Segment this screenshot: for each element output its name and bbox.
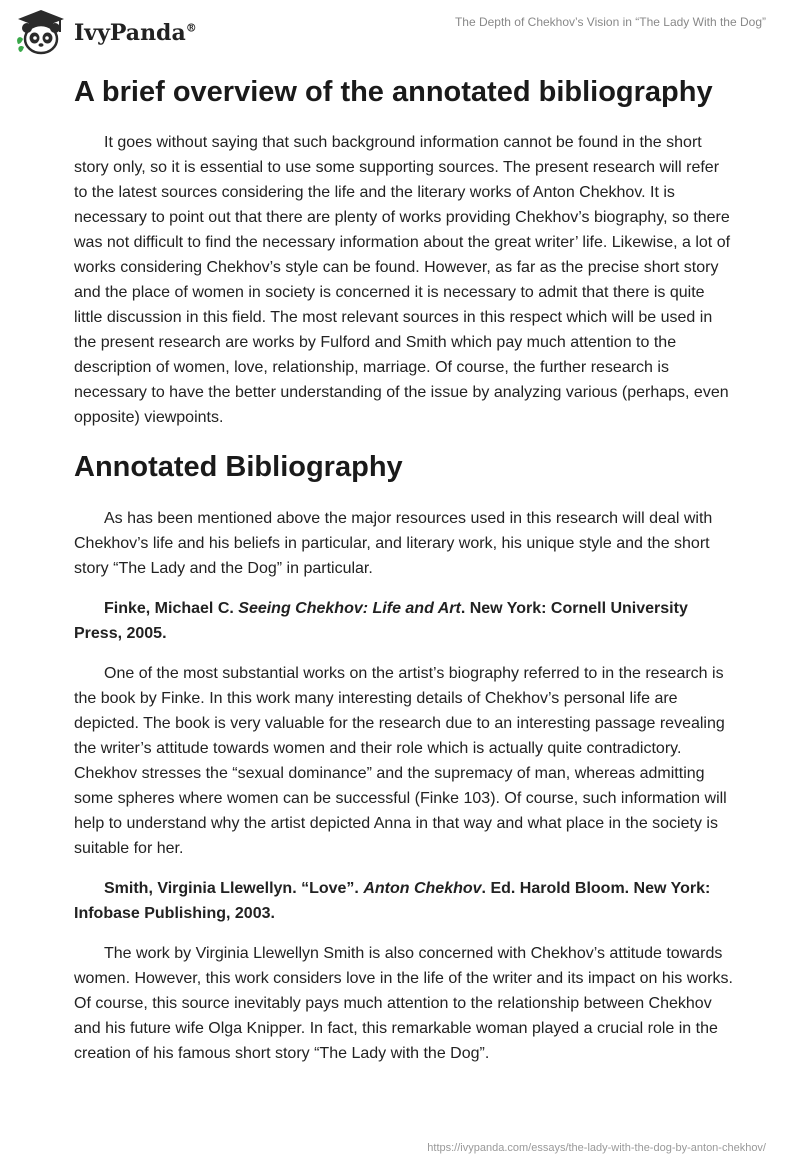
reference-title: Anton Chekhov — [363, 880, 482, 897]
bibliography-intro: As has been mentioned above the major resources used in this research will deal with Chekhov’s life and his beliefs in particular, and literary work, his unique style and the short story “The Lady and the Dog” in particular. — [74, 510, 713, 577]
essay-content — [74, 70, 734, 1081]
bibliography-heading: Annotated Bibliography — [74, 451, 403, 483]
reference-finke: Finke, Michael C. Seeing Chekhov: Life and Art. New York: Cornell University Press, 2005. — [74, 600, 688, 642]
ivypanda-logo[interactable] — [14, 8, 197, 56]
reference-smith: Smith, Virginia Llewellyn. “Love”. Anton Chekhov. Ed. Harold Bloom. New York: Infobase Publishing, 2003. — [74, 880, 711, 922]
annotation-smith: The work by Virginia Llewellyn Smith is also concerned with Chekhov’s attitude towards women. However, this work considers love in the life of the writer and its impact on his works. Of course, this source inevitably pays much attention to the relationship between Chekhov and his future wife Olga Knipper. In fact, this remarkable woman played a crucial role in the creation of his famous short story “The Lady with the Dog”. — [74, 945, 733, 1062]
overview-paragraph: It goes without saying that such background information cannot be found in the short story only, so it is essential to use some supporting sources. The present research will refer to the latest sources considering the life and the literary works of Anton Chekhov. It is necessary to point out that there are plenty of works providing Chekhov’s biography, so there was not difficult to find the necessary information about the great writer’ life. Likewise, a lot of works considering Chekhov’s style can be found. However, as far as the precise short story and the place of women in society is concerned it is necessary to admit that there is quite little discussion in this field. The most relevant sources in this respect which will be used in the present research are works by Fulford and Smith which pay much attention to the description of women, love, relationship, marriage. Of course, the further research is necessary to have the better understanding of the issue by analyzing various (perhaps, even opposite) viewpoints. — [74, 134, 731, 426]
page-header — [0, 0, 800, 62]
overview-heading: A brief overview of the annotated bibliography — [74, 76, 713, 108]
reference-title: Seeing Chekhov: Life and Art — [238, 600, 461, 617]
source-url[interactable]: https://ivypanda.com/essays/the-lady-with-the-dog-by-anton-chekhov/ — [427, 1142, 766, 1154]
brand-name: IvyPanda® — [74, 20, 197, 46]
panda-graduate-icon — [14, 8, 68, 56]
annotation-finke: One of the most substantial works on the artist’s biography referred to in the research is the book by Finke. In this work many interesting details of Chekhov’s personal life are depicted. The book is very valuable for the research due to an interesting passage revealing the writer’s attitude towards women and their role which is actually quite contradictory. Chekhov stresses the “sexual dominance” and the supremacy of man, whereas admitting some spheres where women can be successful (Finke 103). Of course, such information will help to understand why the artist depicted Anna in that way and what place in the society is suitable for her. — [74, 665, 727, 857]
document-title: The Depth of Chekhov’s Vision in “The Lady With the Dog” — [454, 15, 766, 29]
